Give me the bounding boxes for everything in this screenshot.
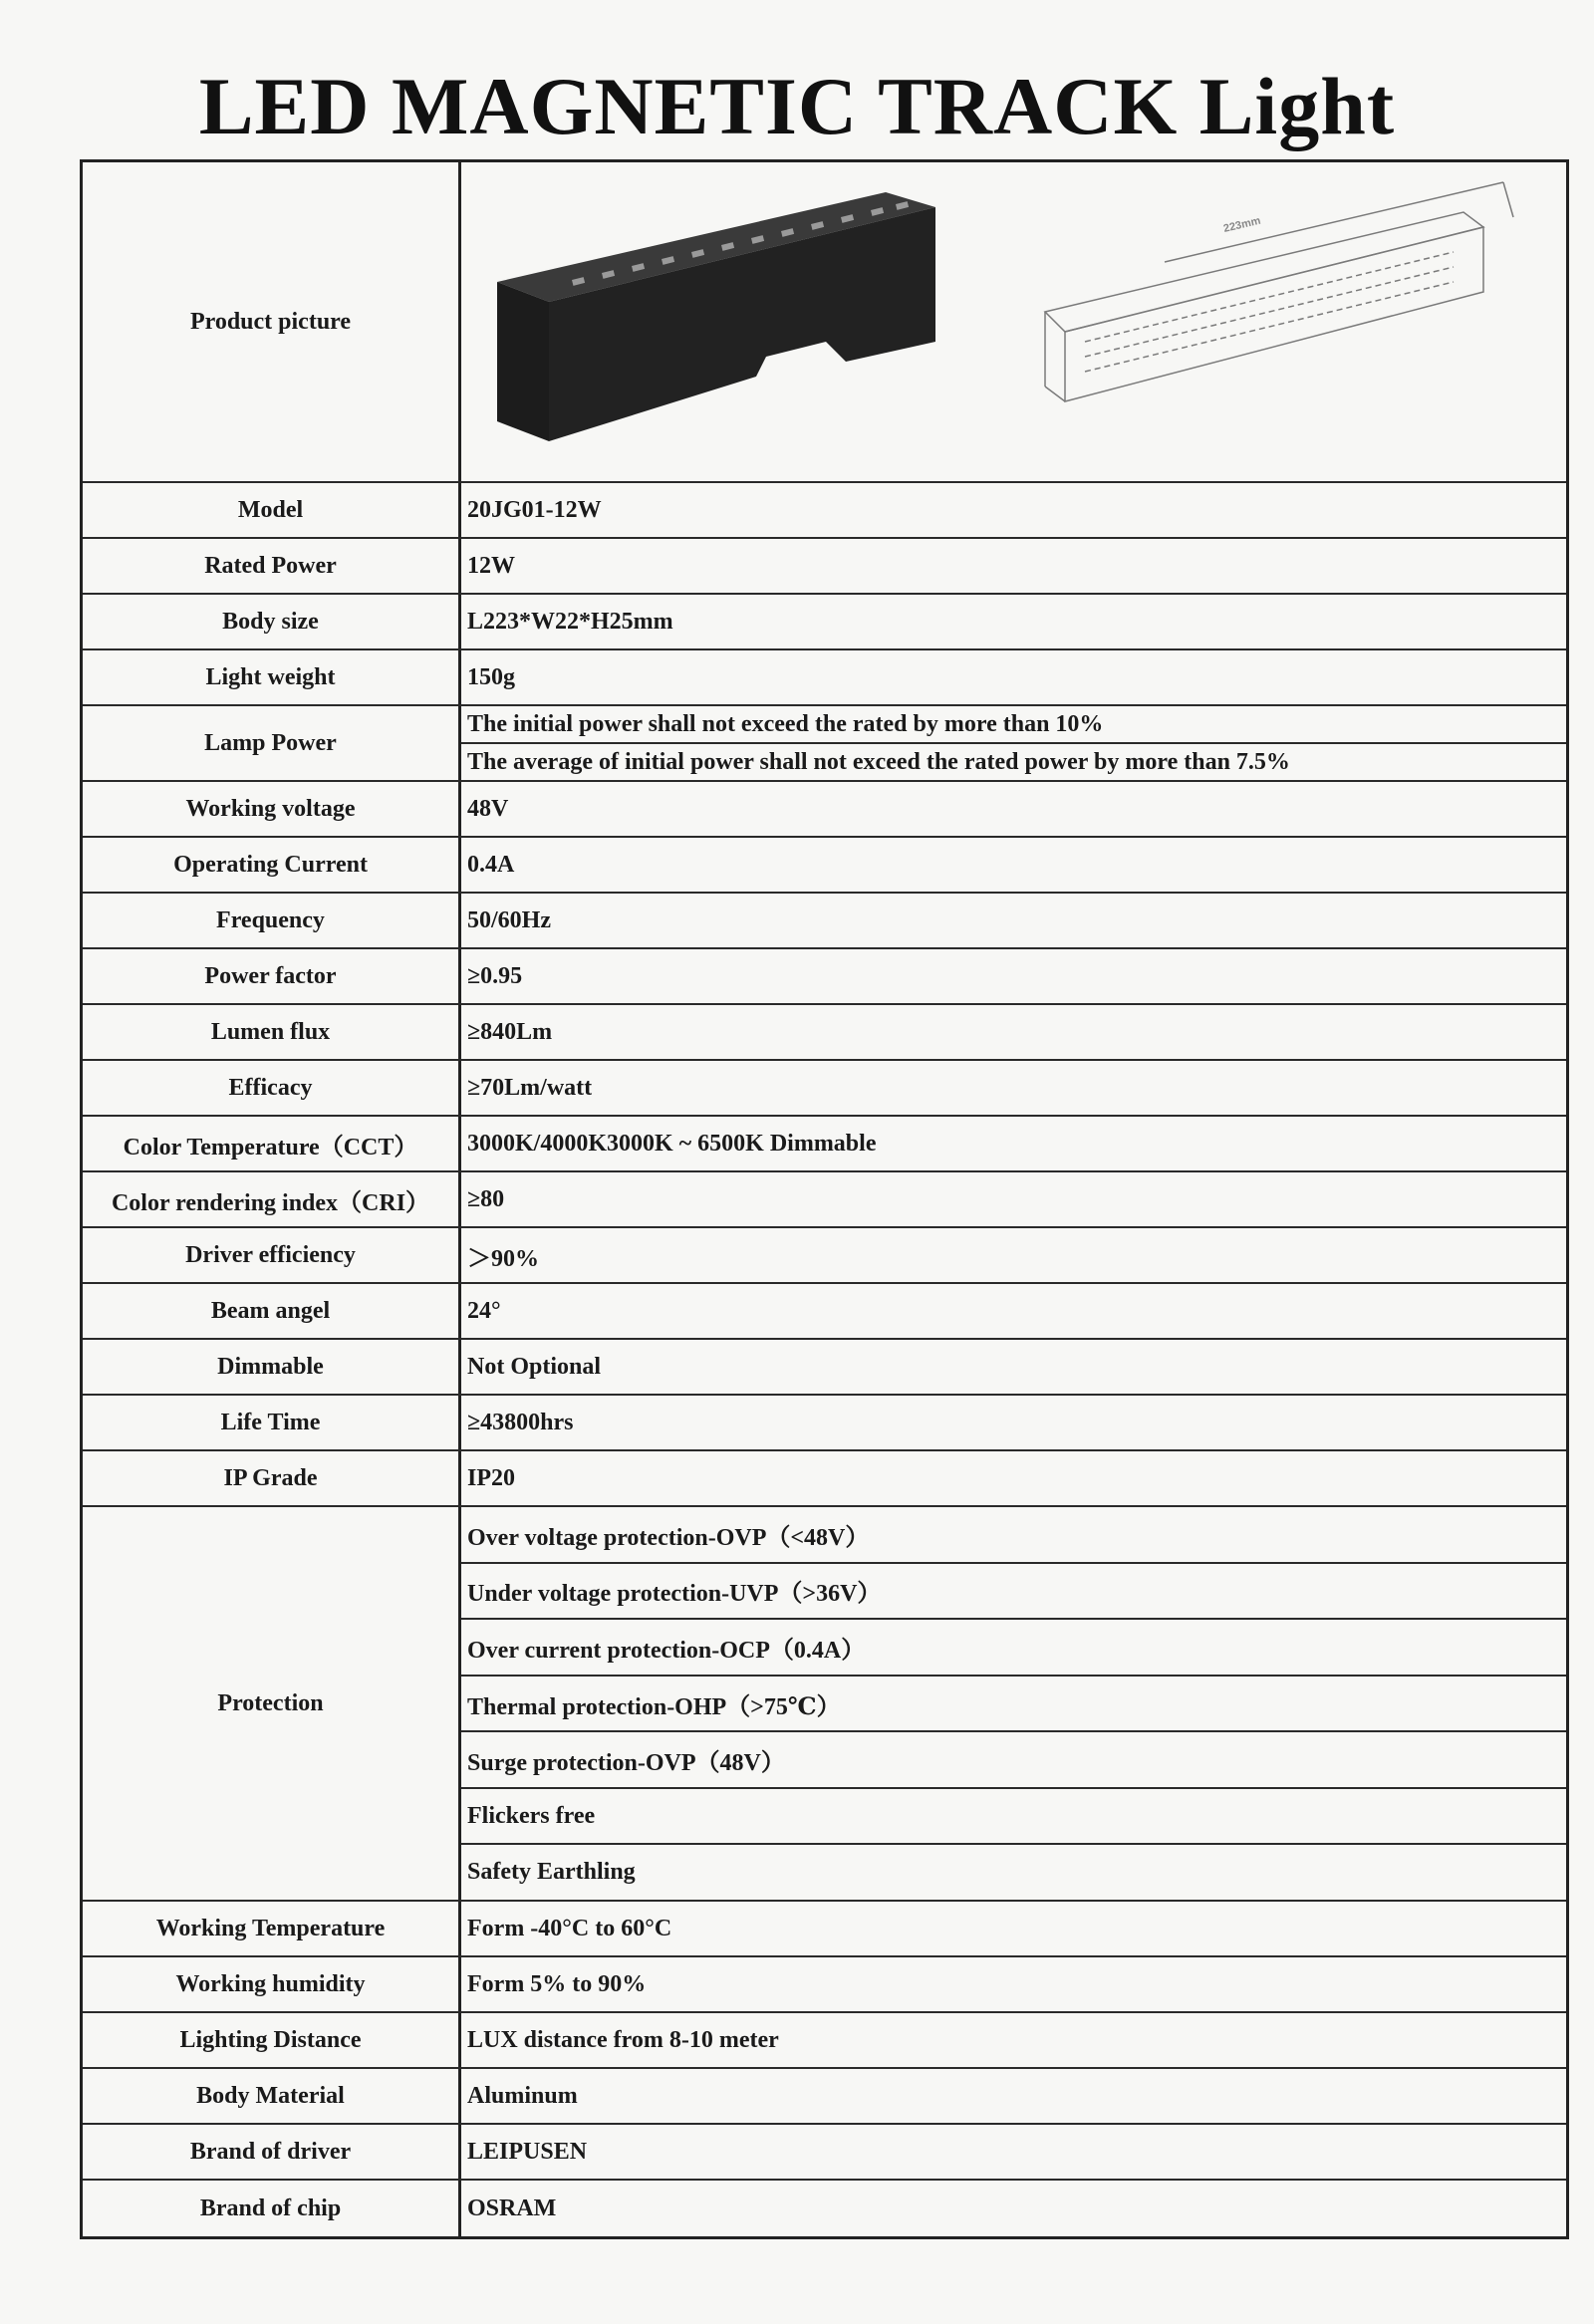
protection-row bbox=[83, 1507, 1566, 1902]
row-value: 150g bbox=[467, 663, 515, 690]
row-value: The average of initial power shall not exceed the rated power by more than 7.5% bbox=[467, 748, 1290, 775]
row-value: LUX distance from 8-10 meter bbox=[467, 2026, 779, 2053]
product-picture-row bbox=[83, 162, 1566, 483]
row-value: Not Optional bbox=[467, 1353, 602, 1380]
row-label: Rated Power bbox=[83, 539, 461, 593]
spec-row bbox=[83, 949, 1566, 1005]
row-values bbox=[461, 1507, 1566, 1900]
lamp-power-row bbox=[83, 706, 1566, 782]
spec-row bbox=[83, 1172, 1566, 1228]
spec-row bbox=[83, 1228, 1566, 1284]
spec-row bbox=[83, 1340, 1566, 1396]
row-label: Body Material bbox=[83, 2069, 461, 2123]
row-value: 50/60Hz bbox=[467, 906, 551, 933]
spec-row bbox=[83, 1451, 1566, 1507]
row-label: Model bbox=[83, 483, 461, 537]
spec-row bbox=[83, 2181, 1566, 2236]
spec-row bbox=[83, 1902, 1566, 1957]
row-label: Power factor bbox=[83, 949, 461, 1003]
row-value: Flickers free bbox=[461, 1789, 1566, 1846]
row-label: Lumen flux bbox=[83, 1005, 461, 1059]
row-label: Life Time bbox=[83, 1396, 461, 1449]
row-value: ≥43800hrs bbox=[467, 1409, 574, 1435]
spec-row bbox=[83, 1284, 1566, 1340]
row-label: Lamp Power bbox=[83, 706, 461, 780]
row-value: ≥80 bbox=[467, 1185, 505, 1212]
row-value: ≥70Lm/watt bbox=[467, 1074, 593, 1101]
spec-row bbox=[83, 650, 1566, 706]
row-value: Over current protection-OCP（0.4A） bbox=[461, 1620, 1566, 1677]
row-label: Color rendering index（CRI） bbox=[83, 1172, 461, 1226]
row-label: Brand of driver bbox=[83, 2125, 461, 2179]
dimension-label: 223mm bbox=[1221, 214, 1262, 235]
row-value: 0.4A bbox=[467, 851, 515, 878]
row-value: ＞90% bbox=[467, 1245, 539, 1272]
row-label: Working Temperature bbox=[83, 1902, 461, 1955]
row-value: 24° bbox=[467, 1297, 501, 1324]
spec-row bbox=[83, 1396, 1566, 1451]
row-value: LEIPUSEN bbox=[467, 2138, 588, 2165]
spec-row bbox=[83, 483, 1566, 539]
row-value: 48V bbox=[467, 795, 509, 822]
row-value: Form -40°C to 60°C bbox=[467, 1915, 672, 1941]
row-value: Surge protection-OVP（48V） bbox=[461, 1732, 1566, 1789]
row-label: Product picture bbox=[83, 162, 461, 481]
row-value: Thermal protection-OHP（>75℃） bbox=[461, 1677, 1566, 1733]
row-label: Efficacy bbox=[83, 1061, 461, 1115]
row-label: Operating Current bbox=[83, 838, 461, 892]
spec-row bbox=[83, 894, 1566, 949]
track-light-photo bbox=[497, 192, 935, 441]
spec-row bbox=[83, 2069, 1566, 2125]
row-value: Safety Earthling bbox=[467, 1859, 636, 1886]
spec-row bbox=[83, 539, 1566, 595]
spec-row bbox=[83, 1061, 1566, 1117]
spec-row bbox=[83, 838, 1566, 894]
row-value: OSRAM bbox=[467, 2195, 557, 2221]
spec-row bbox=[83, 595, 1566, 650]
row-label: Body size bbox=[83, 595, 461, 648]
row-value: Over voltage protection-OVP（<48V） bbox=[461, 1507, 1566, 1564]
row-label: Frequency bbox=[83, 894, 461, 947]
row-label: Working humidity bbox=[83, 1957, 461, 2011]
row-value: ≥0.95 bbox=[467, 962, 523, 989]
spec-row bbox=[83, 2013, 1566, 2069]
page-title: LED MAGNETIC TRACK Light bbox=[198, 61, 1396, 151]
row-value: Form 5% to 90% bbox=[467, 1970, 647, 1997]
row-label: IP Grade bbox=[83, 1451, 461, 1505]
product-images bbox=[467, 162, 1572, 481]
spec-row bbox=[83, 1117, 1566, 1172]
spec-row bbox=[83, 782, 1566, 838]
row-label: Lighting Distance bbox=[83, 2013, 461, 2067]
row-label: Color Temperature（CCT） bbox=[83, 1117, 461, 1170]
spec-table bbox=[80, 159, 1569, 2239]
row-label: Driver efficiency bbox=[83, 1228, 461, 1282]
row-label: Dimmable bbox=[83, 1340, 461, 1394]
row-value: Under voltage protection-UVP（>36V） bbox=[461, 1564, 1566, 1621]
row-value: Aluminum bbox=[467, 2082, 578, 2109]
row-value: 20JG01-12W bbox=[467, 496, 602, 523]
row-label: Working voltage bbox=[83, 782, 461, 836]
row-label: Protection bbox=[83, 1507, 461, 1900]
spec-row bbox=[83, 1957, 1566, 2013]
spec-row bbox=[83, 1005, 1566, 1061]
row-label: Brand of chip bbox=[83, 2181, 461, 2236]
row-label: Beam angel bbox=[83, 1284, 461, 1338]
row-value: L223*W22*H25mm bbox=[467, 608, 673, 635]
row-values bbox=[461, 706, 1566, 780]
row-value: The initial power shall not exceed the rated by more than 10% bbox=[461, 706, 1566, 744]
row-value: ≥840Lm bbox=[467, 1018, 553, 1045]
spec-row bbox=[83, 2125, 1566, 2181]
row-value: IP20 bbox=[467, 1464, 515, 1491]
row-value: 12W bbox=[467, 552, 515, 579]
row-label: Light weight bbox=[83, 650, 461, 704]
product-picture-cell bbox=[461, 162, 1572, 481]
row-value: 3000K/4000K3000K ~ 6500K Dimmable bbox=[467, 1130, 877, 1157]
technical-drawing bbox=[1045, 182, 1513, 401]
